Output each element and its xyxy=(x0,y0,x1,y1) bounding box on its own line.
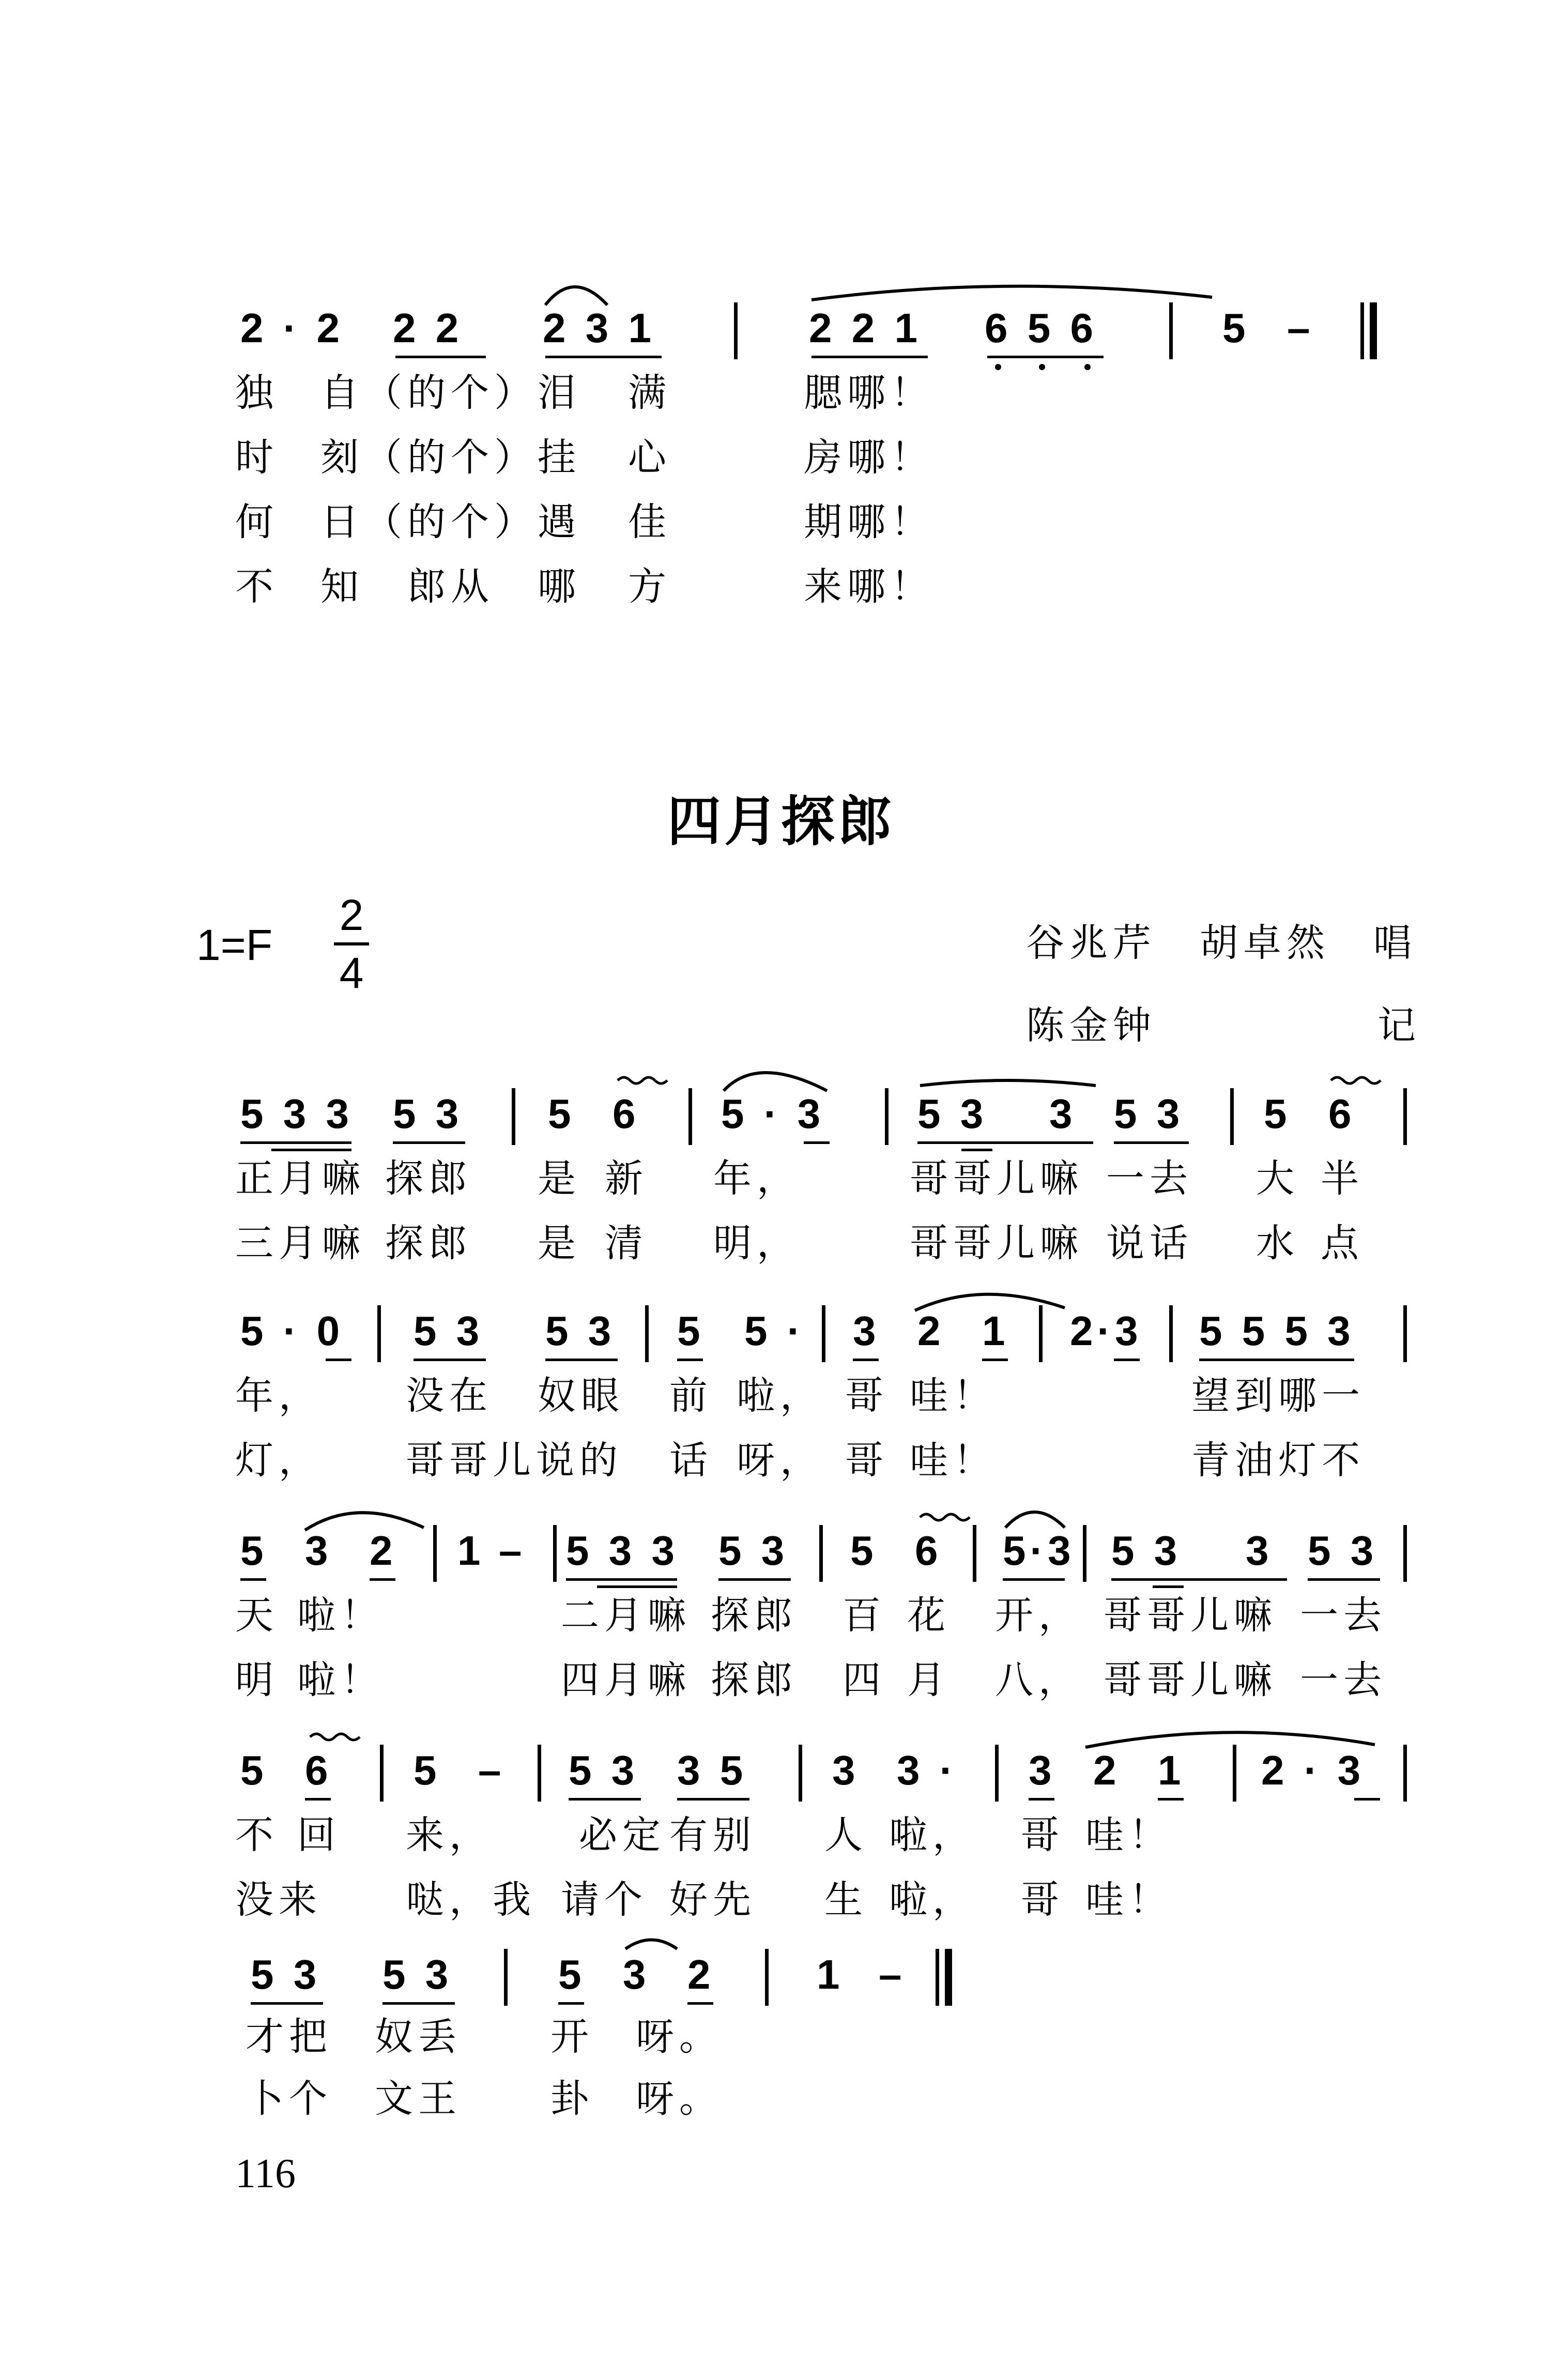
note-group: 5 3 xyxy=(1308,1528,1378,1574)
slur xyxy=(305,1513,424,1530)
trill-mark xyxy=(618,1077,667,1084)
song-title: 四月探郎 xyxy=(667,790,895,853)
note-group: 5 3 xyxy=(1111,1528,1182,1574)
singers-credit: 谷兆芹 胡卓然 唱 xyxy=(1026,921,1417,965)
note-group: 5 3 xyxy=(718,1528,789,1574)
note-group: – xyxy=(1287,305,1314,351)
trill-mark xyxy=(920,1514,970,1520)
note-group: 2 2 1 xyxy=(809,305,922,351)
note-group: 3 xyxy=(623,1951,650,1997)
score-page: 2 · 2 2 2 2 3 1 2 2 1 6 5 6 5 – 独 自（的个）泪 满 腮哪！ 时 刻（的个）挂 心 房哪！ 何 日（的个）遇 佳 期哪！ 不 知 郎从 哪 方 来哪！ 四月探郎 1=F 2 4 谷兆芹 胡卓然 唱 陈金钟 记 5 3 3 5 3 5 6 5 · 3 5 3 3 5 3 5 6 正月嘛 探郎 是 新 年， 哥哥儿嘛 一去 大 半 三月嘛 探郎 是 清 明， 哥哥儿嘛 说话 水 点 5 · 0 5 3 5 3 5 5 · 3 2 1 2·3 5 5 5 3 年， 没在 奴眼 前 啦， 哥 哇！ 望到哪一 灯， 哥哥儿说的 话 呀， 哥 哇！ 青油灯不 5 3 2 1 – 5 3 3 5 3 5 6 5·3 5 3 3 5 3 天 啦！ 二月嘛 探郎 百 花 开， 哥哥儿嘛 一去 明 啦！ 四月嘛 探郎 四 月 八， 哥哥儿嘛 一去 5 6 5 – 5 3 3 5 3 3 · 3 2 1 2 · 3 不 回 来， 必定 有别 人 啦， 哥 哇！ 没来 哒，我 请个 好先 生 啦， 哥 哇！ 5 3 5 3 5 3 2 1 – 才把 奴丢 开 呀。 卜个 文王 卦 呀。 116 xyxy=(0,0,1562,2380)
note-group: 3 xyxy=(1246,1528,1273,1574)
note-group: 5 · 0 xyxy=(240,1308,344,1354)
note-group: 5 3 xyxy=(393,1091,463,1137)
note-group: 3 xyxy=(1029,1747,1056,1793)
key-signature: 1=F xyxy=(196,921,273,969)
page-number: 116 xyxy=(235,2151,296,2196)
note-group: 2 xyxy=(1093,1747,1121,1793)
slur xyxy=(920,1080,1096,1086)
slur xyxy=(545,287,607,305)
note-group: 1 xyxy=(1158,1747,1185,1793)
note-group: – xyxy=(879,1951,906,1997)
note-group: 5 5 5 3 xyxy=(1199,1308,1355,1354)
slur xyxy=(1085,1732,1375,1747)
note-group: 5 xyxy=(240,1528,268,1574)
note-group: 6 5 6 xyxy=(985,305,1097,351)
slur xyxy=(915,1294,1065,1310)
note-group: 3 xyxy=(305,1528,332,1574)
note-group: 2 xyxy=(370,1528,397,1574)
recorder-name: 陈金钟 xyxy=(1026,1003,1156,1048)
note-group: 2 2 xyxy=(393,305,463,351)
note-group: 5 xyxy=(240,1747,268,1793)
note-group: 2 xyxy=(687,1951,715,1997)
note-group: 5 xyxy=(558,1951,586,1997)
note-group: 5 xyxy=(414,1747,441,1793)
note-group: 5 3 xyxy=(1114,1091,1184,1137)
note-group: – xyxy=(499,1528,526,1574)
note-group: 5 xyxy=(677,1308,705,1354)
note-group: 5 3 3 xyxy=(566,1528,679,1574)
note-group: 1 xyxy=(982,1308,1009,1354)
note-group: 2 · 3 xyxy=(1261,1747,1365,1793)
note-group: 3 xyxy=(832,1747,860,1793)
note-group: 3 5 xyxy=(677,1747,747,1793)
time-denominator: 4 xyxy=(339,949,364,997)
time-numerator: 2 xyxy=(339,891,364,939)
note-group: 1 xyxy=(457,1528,485,1574)
note-group: 5 3 xyxy=(545,1308,616,1354)
note-group: 5 3 xyxy=(414,1308,484,1354)
note-group: 6 xyxy=(612,1091,640,1137)
recorder-role: 记 xyxy=(1377,1003,1421,1048)
slur xyxy=(811,286,1212,300)
note-group: 2 xyxy=(917,1308,945,1354)
note-group: 5 3 3 xyxy=(240,1091,353,1137)
note-group: 5 · xyxy=(744,1308,805,1354)
note-group: – xyxy=(478,1747,506,1793)
note-group: 2·3 xyxy=(1070,1308,1142,1354)
note-group: 2 · 2 xyxy=(240,305,344,351)
note-group: 6 xyxy=(1328,1091,1356,1137)
slur xyxy=(1005,1512,1065,1528)
slur xyxy=(625,1940,677,1949)
note-group: 5 3 xyxy=(382,1951,453,1997)
note-group: 5 xyxy=(1264,1091,1291,1137)
trill-mark xyxy=(1331,1077,1381,1084)
note-group: 5 3 xyxy=(251,1951,321,1997)
note-group: 5 xyxy=(548,1091,575,1137)
note-group: 5 xyxy=(1222,305,1250,351)
note-group: 6 xyxy=(305,1747,332,1793)
note-group: 3 xyxy=(1049,1091,1077,1137)
note-group: 5 xyxy=(850,1528,878,1574)
note-group: 5·3 xyxy=(1003,1528,1075,1574)
note-group: 1 xyxy=(817,1951,844,1997)
note-group: 5 · 3 xyxy=(721,1091,825,1137)
note-group: 6 xyxy=(915,1528,942,1574)
note-group: 5 3 xyxy=(917,1091,988,1137)
note-group: 3 · xyxy=(897,1747,958,1793)
note-group: 5 3 xyxy=(569,1747,639,1793)
note-group: 3 xyxy=(853,1308,880,1354)
trill-mark xyxy=(310,1734,360,1740)
slur xyxy=(724,1073,827,1091)
note-group: 2 3 1 xyxy=(543,305,655,351)
